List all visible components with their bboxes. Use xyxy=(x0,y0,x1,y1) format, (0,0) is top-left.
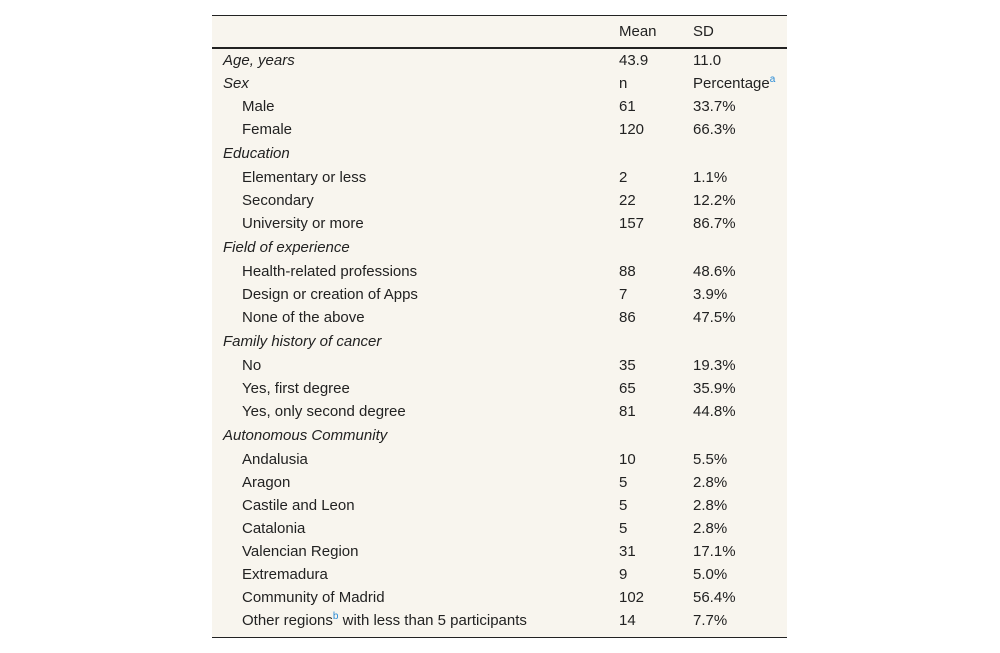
section-row xyxy=(212,141,787,166)
table-row xyxy=(212,563,787,586)
row-label: Elementary or less xyxy=(242,169,367,186)
row-label: Extremadura xyxy=(242,566,328,583)
row-n: 9 xyxy=(619,566,628,583)
demographics-table-container xyxy=(212,15,787,638)
table-row xyxy=(212,609,787,632)
demographics-table xyxy=(212,16,787,632)
table-row xyxy=(212,95,787,118)
row-pct: 12.2% xyxy=(693,192,736,209)
row-pct: 5.5% xyxy=(693,451,728,468)
family-label: Family history of cancer xyxy=(223,333,382,350)
table-row xyxy=(212,48,787,72)
row-n: 5 xyxy=(619,520,628,537)
row-n: 35 xyxy=(619,357,636,374)
footnote-b-link[interactable]: b xyxy=(332,611,339,622)
table-row xyxy=(212,212,787,235)
row-label: Community of Madrid xyxy=(242,589,385,606)
row-label: Aragon xyxy=(242,474,291,491)
row-label: Castile and Leon xyxy=(242,497,355,514)
table-header-row xyxy=(212,16,787,48)
row-pct: 3.9% xyxy=(693,286,728,303)
row-pct: 44.8% xyxy=(693,403,736,420)
row-n: 88 xyxy=(619,263,636,280)
other-regions-label: Other regions$^b$ with less than 5 participants xyxy=(242,611,527,629)
education-label: Education xyxy=(223,145,290,162)
row-n: 2 xyxy=(619,169,628,186)
table-row xyxy=(212,118,787,141)
row-n: 86 xyxy=(619,309,636,326)
row-pct: 19.3% xyxy=(693,357,736,374)
row-pct: 1.1% xyxy=(693,169,728,186)
row-label: Yes, first degree xyxy=(242,380,350,397)
row-label: Valencian Region xyxy=(242,543,359,560)
table-row xyxy=(212,471,787,494)
community-label: Autonomous Community xyxy=(223,427,388,444)
row-pct: 2.8% xyxy=(693,474,728,491)
row-n: 81 xyxy=(619,403,636,420)
row-label: Andalusia xyxy=(242,451,308,468)
table-row xyxy=(212,448,787,471)
row-label: Design or creation of Apps xyxy=(242,286,418,303)
row-pct: 47.5% xyxy=(693,309,736,326)
table-row xyxy=(212,540,787,563)
section-row xyxy=(212,329,787,354)
row-n: 5 xyxy=(619,474,628,491)
sex-label: Sex xyxy=(223,75,249,92)
row-pct: 86.7% xyxy=(693,215,736,232)
row-pct: 35.9% xyxy=(693,380,736,397)
percentage-label: Percentage xyxy=(693,75,770,92)
table-row xyxy=(212,283,787,306)
row-pct: 17.1% xyxy=(693,543,736,560)
header-sd: SD xyxy=(693,23,714,40)
row-label: Secondary xyxy=(242,192,314,209)
row-n: 10 xyxy=(619,451,636,468)
row-n: 31 xyxy=(619,543,636,560)
row-pct: 2.8% xyxy=(693,497,728,514)
footnote-a-link[interactable]: a xyxy=(769,74,776,85)
row-pct: 33.7% xyxy=(693,98,736,115)
row-pct: 56.4% xyxy=(693,589,736,606)
row-pct: 2.8% xyxy=(693,520,728,537)
row-label: None of the above xyxy=(242,309,365,326)
table-row xyxy=(212,354,787,377)
row-n: 7 xyxy=(619,286,628,303)
row-label: Female xyxy=(242,121,293,138)
table-row xyxy=(212,494,787,517)
row-n: 61 xyxy=(619,98,636,115)
row-label: Male xyxy=(242,98,275,115)
table-row xyxy=(212,306,787,329)
percentage-label-cell xyxy=(693,72,787,95)
header-label-col xyxy=(212,16,619,48)
table-row xyxy=(212,72,787,95)
row-label: Catalonia xyxy=(242,520,306,537)
row-n: 102 xyxy=(619,589,645,606)
row-label: Health-related professions xyxy=(242,263,418,280)
age-mean: 43.9 xyxy=(619,52,649,69)
row-label: University or more xyxy=(242,215,364,232)
table-row xyxy=(212,166,787,189)
row-n: 65 xyxy=(619,380,636,397)
row-pct: 66.3% xyxy=(693,121,736,138)
row-label: No xyxy=(242,357,262,374)
row-n: 14 xyxy=(619,612,636,629)
field-label: Field of experience xyxy=(223,239,350,256)
table-row xyxy=(212,260,787,283)
table-row xyxy=(212,400,787,423)
row-n: 22 xyxy=(619,192,636,209)
age-label: Age, years xyxy=(223,52,295,69)
section-row xyxy=(212,235,787,260)
section-row xyxy=(212,423,787,448)
n-label: n xyxy=(619,75,628,92)
row-pct: 48.6% xyxy=(693,263,736,280)
row-pct: 5.0% xyxy=(693,566,728,583)
row-n: 5 xyxy=(619,497,628,514)
row-n: 157 xyxy=(619,215,645,232)
table-row xyxy=(212,517,787,540)
row-n: 120 xyxy=(619,121,645,138)
row-pct: 7.7% xyxy=(693,612,728,629)
age-sd: 11.0 xyxy=(693,52,722,69)
table-row xyxy=(212,377,787,400)
table-row xyxy=(212,189,787,212)
table-row xyxy=(212,586,787,609)
row-label: Yes, only second degree xyxy=(242,403,406,420)
header-mean: Mean xyxy=(619,23,657,40)
